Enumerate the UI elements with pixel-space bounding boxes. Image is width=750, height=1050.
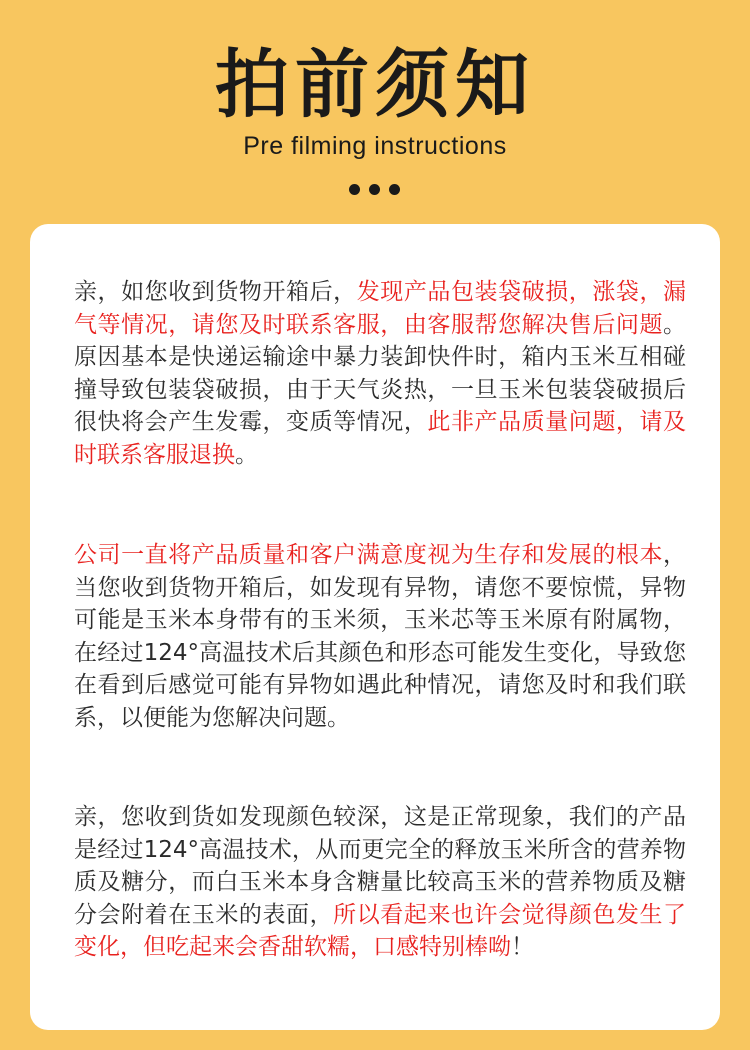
paragraph-text: ，当您收到货物开箱后，如发现有异物，请您不要惊慌，异物可能是玉米本身带有的玉米须，玉米芯等玉米原有附属物，在经过124°高温技术后其颜色和形态可能发生变化，导致您在看到后感觉可能有异物如遇此种情况，请您及时和我们联系，以便能为您解决问题。 [74,542,686,731]
paragraph-text: 。 [235,441,258,468]
paragraph-text: ！ [511,934,534,960]
paragraph-text: 亲，如您收到货物开箱后， [74,279,357,305]
highlighted-text: 发现产品包装袋破损，涨袋，漏气等情况，请您及时联系客服，由客服帮您解决售后问题 [74,279,687,338]
dot-icon [369,184,380,195]
dot-icon [389,184,400,195]
notice-paragraph-color [74,801,686,964]
dot-icon [349,184,360,195]
page-subtitle: Pre filming instructions [243,132,507,160]
paragraph-text: 亲，您收到货如发现颜色较深，这是正常现象，我们的产品是经过124°高温技术，从而更完全的释放玉米所含的营养物质及糖分，而白玉米本身含糖量比较高玉米的营养物质及糖分会附着在玉米的表面， [74,804,686,928]
highlighted-text: 此非产品质量问题，请及时联系客服退换 [74,409,687,468]
notice-paragraph-foreign-matter [74,539,686,734]
highlighted-text: 所以看起来也许会觉得颜色发生了变化，但吃起来会香甜软糯，口感特别棒呦 [74,901,687,960]
notice-paragraph-packaging [74,276,686,471]
more-dots-icon [349,184,403,196]
page-header [0,0,750,210]
highlighted-text: 公司一直将产品质量和客户满意度视为生存和发展的根本 [74,542,663,568]
instructions-card [30,224,720,1030]
page-title: 拍前须知 [215,42,535,128]
paragraph-text: 。原因基本是快递运输途中暴力装卸快件时，箱内玉米互相碰撞导致包装袋破损，由于天气炎热，一旦玉米包装袋破损后很快将会产生发霉，变质等情况， [74,311,686,435]
